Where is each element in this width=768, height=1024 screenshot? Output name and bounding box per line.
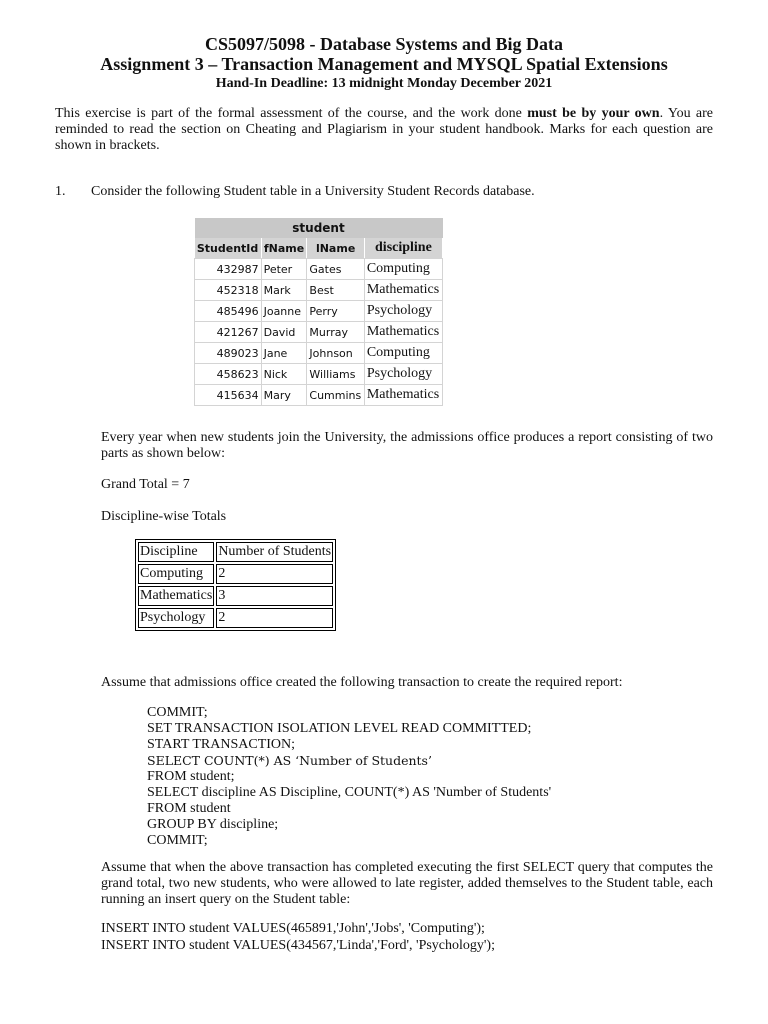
cell-lname: Perry xyxy=(307,301,364,322)
header-studentid: StudentId xyxy=(195,238,262,259)
cell-studentid: 452318 xyxy=(195,280,262,301)
cell-studentid: 421267 xyxy=(195,322,262,343)
header-discipline: discipline xyxy=(364,238,442,259)
report-intro: Every year when new students join the University, the admissions office produces a report consisting of two parts as shown below: xyxy=(101,430,713,461)
cell-lname: Johnson xyxy=(307,343,364,364)
header-lname: lName xyxy=(307,238,364,259)
code-line: FROM student; xyxy=(147,769,235,784)
table-row xyxy=(195,364,443,385)
cell-count: 3 xyxy=(216,586,333,606)
cell-studentid: 489023 xyxy=(195,343,262,364)
assignment-title: Assignment 3 – Transaction Management and MYSQL Spatial Extensions xyxy=(100,54,668,74)
header-number-of-students: Number of Students xyxy=(216,542,333,562)
cell-fname: Peter xyxy=(261,259,307,280)
cell-count: 2 xyxy=(216,564,333,584)
intro-text-1: This exercise is part of the formal assessment of the course, and the work done xyxy=(55,106,528,121)
code-line: SELECT discipline AS Discipline, COUNT(*) AS 'Number of Students' xyxy=(147,785,552,800)
cell-fname: Nick xyxy=(261,364,307,385)
table-row xyxy=(195,301,443,322)
code-line: FROM student xyxy=(147,801,231,816)
cell-discipline: Psychology xyxy=(364,364,442,385)
table-row xyxy=(195,280,443,301)
table-row xyxy=(138,586,333,606)
header-discipline: Discipline xyxy=(138,542,214,562)
cell-lname: Murray xyxy=(307,322,364,343)
cell-count: 2 xyxy=(216,608,333,628)
question-text: Consider the following Student table in a University Student Records database. xyxy=(91,184,535,199)
cell-discipline: Psychology xyxy=(138,608,214,628)
cell-fname: Jane xyxy=(261,343,307,364)
cell-studentid: 415634 xyxy=(195,385,262,406)
cell-discipline: Psychology xyxy=(364,301,442,322)
course-title: CS5097/5098 - Database Systems and Big Data xyxy=(204,34,564,54)
code-line: SELECT COUNT(*) AS ‘Number of Students’ xyxy=(147,753,432,768)
cell-discipline: Mathematics xyxy=(364,385,442,406)
student-table-caption: student xyxy=(195,218,443,238)
cell-lname: Gates xyxy=(307,259,364,280)
cell-fname: David xyxy=(261,322,307,343)
cell-discipline: Computing xyxy=(138,564,214,584)
cell-fname: Mary xyxy=(261,385,307,406)
code-line: GROUP BY discipline; xyxy=(147,817,279,832)
insert-queries xyxy=(101,920,495,954)
late-register-paragraph: Assume that when the above transaction has completed executing the first SELECT query that computes the grand total, two new students, who were allowed to late register, added themselves to the Student table, each running an insert query on the Student table: xyxy=(101,860,713,907)
transaction-intro: Assume that admissions office created the following transaction to create the required report: xyxy=(101,675,623,690)
cell-studentid: 432987 xyxy=(195,259,262,280)
code-line: COMMIT; xyxy=(147,705,208,720)
code-line: SET TRANSACTION ISOLATION LEVEL READ COMMITTED; xyxy=(147,721,532,736)
cell-lname: Williams xyxy=(307,364,364,385)
cell-lname: Best xyxy=(307,280,364,301)
table-row xyxy=(195,322,443,343)
question-number: 1. xyxy=(55,184,66,199)
cell-discipline: Mathematics xyxy=(138,586,214,606)
grand-total: Grand Total = 7 xyxy=(101,477,190,492)
transaction-code xyxy=(147,705,551,849)
intro-text-2: . You are reminded to read the section on Cheating and Plagiarism in your student handbook. Marks for each question are shown in brackets. xyxy=(55,106,714,153)
table-row xyxy=(195,385,443,406)
student-table-header xyxy=(195,238,443,259)
cell-lname: Cummins xyxy=(307,385,364,406)
discipline-totals-table xyxy=(135,539,336,631)
cell-discipline: Computing xyxy=(364,259,442,280)
discipline-totals-label: Discipline-wise Totals xyxy=(101,509,227,524)
insert-query: INSERT INTO student VALUES(434567,'Linda','Ford', 'Psychology'); xyxy=(101,938,495,953)
header-fname: fName xyxy=(261,238,307,259)
intro-paragraph xyxy=(55,106,713,154)
cell-discipline: Mathematics xyxy=(364,280,442,301)
cell-studentid: 485496 xyxy=(195,301,262,322)
cell-fname: Joanne xyxy=(261,301,307,322)
code-line: COMMIT; xyxy=(147,833,208,848)
cell-studentid: 458623 xyxy=(195,364,262,385)
insert-query: INSERT INTO student VALUES(465891,'John','Jobs', 'Computing'); xyxy=(101,921,485,936)
table-row xyxy=(195,259,443,280)
table-row xyxy=(195,343,443,364)
table-row xyxy=(138,564,333,584)
code-line: START TRANSACTION; xyxy=(147,737,296,752)
cell-discipline: Mathematics xyxy=(364,322,442,343)
table-row xyxy=(138,608,333,628)
intro-bold: must be by your own xyxy=(527,106,660,121)
cell-discipline: Computing xyxy=(364,343,442,364)
table-header-row xyxy=(138,542,333,562)
deadline: Hand-In Deadline: 13 midnight Monday December 2021 xyxy=(215,76,553,91)
student-table xyxy=(194,218,443,406)
cell-fname: Mark xyxy=(261,280,307,301)
